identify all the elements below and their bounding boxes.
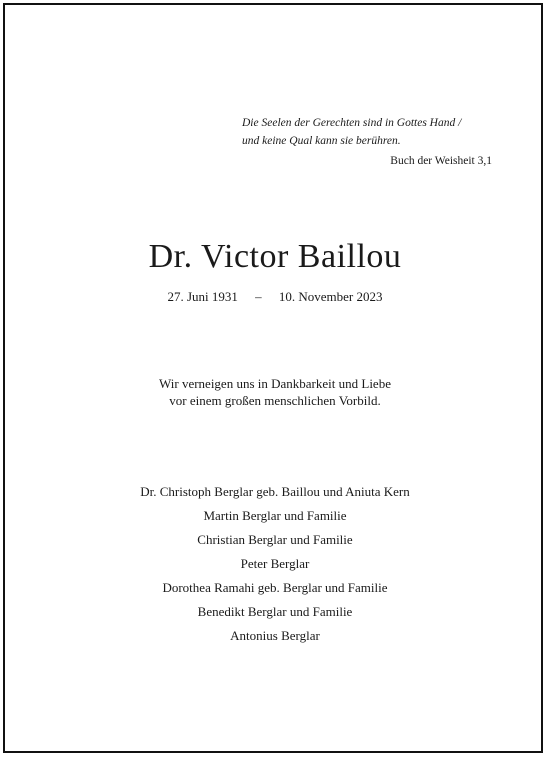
mourner-name: Dr. Christoph Berglar geb. Baillou und Aniuta Kern: [140, 484, 410, 499]
death-date: 10. November 2023: [278, 289, 383, 304]
mourner-name: Martin Berglar und Familie: [203, 508, 347, 523]
mourner-name: Peter Berglar: [240, 556, 310, 571]
mourner-name: Antonius Berglar: [230, 628, 320, 643]
verse-source: Buch der Weisheit 3,1: [390, 155, 492, 167]
mourner-name: Dorothea Ramahi geb. Berglar und Familie: [162, 580, 388, 595]
life-dates: [0, 289, 550, 305]
tribute-line: Wir verneigen uns in Dankbarkeit und Liebe: [159, 376, 391, 391]
verse-line: und keine Qual kann sie berühren.: [242, 135, 401, 147]
deceased-name: Dr. Victor Baillou: [148, 238, 402, 275]
mourners-list: [0, 484, 550, 652]
date-separator: –: [255, 289, 262, 304]
birth-date: 27. Juni 1931: [167, 289, 238, 304]
mourner-name: Benedikt Berglar und Familie: [197, 604, 353, 619]
tribute-line: vor einem großen menschlichen Vorbild.: [169, 393, 381, 408]
bible-verse: [242, 114, 512, 150]
tribute-text: [0, 375, 550, 409]
mourner-name: Christian Berglar und Familie: [197, 532, 353, 547]
verse-line: Die Seelen der Gerechten sind in Gottes Hand /: [242, 117, 462, 129]
